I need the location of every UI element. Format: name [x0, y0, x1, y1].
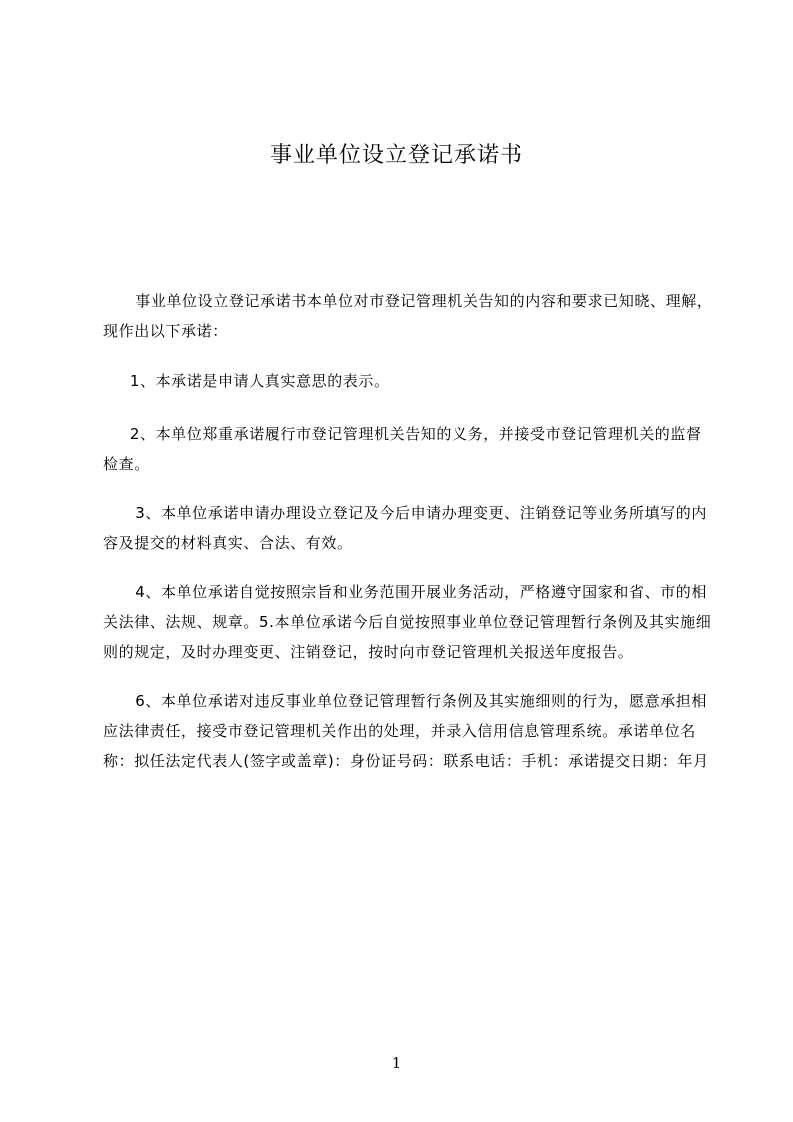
- commitment-item-1: 1、本承诺是申请人真实意思的表示。: [103, 372, 390, 390]
- commitment-item-4: 4、本单位承诺自觉按照宗旨和业务范围开展业务活动，严格遵守国家和省、市的相关法律、法规、规章。5.本单位承诺今后自觉按照事业单位登记管理暂行条例及其实施细则的规定，及时办理变更、注销登记，按时向市登记管理机关报送年度报告。: [103, 583, 712, 661]
- commitment-item-2: 2、本单位郑重承诺履行市登记管理机关告知的义务，并接受市登记管理机关的监督检查。: [103, 425, 702, 473]
- intro-paragraph: 事业单位设立登记承诺书本单位对市登记管理机关告知的内容和要求已知晓、理解，现作出以下承诺：: [103, 292, 713, 340]
- commitment-item-6: 6、本单位承诺对违反事业单位登记管理暂行条例及其实施细则的行为，愿意承担相应法律责任，接受市登记管理机关作出的处理，并录入信用信息管理系统。承诺单位名称：拟任法定代表人(签字或盖章)：身份证号码：联系电话：手机：承诺提交日期：年月: [103, 692, 709, 770]
- page-number: 1: [391, 1054, 402, 1072]
- document-title: 事业单位设立登记承诺书: [269, 143, 523, 168]
- commitment-item-3: 3、本单位承诺申请办理设立登记及今后申请办理变更、注销登记等业务所填写的内容及提交的材料真实、合法、有效。: [103, 504, 707, 552]
